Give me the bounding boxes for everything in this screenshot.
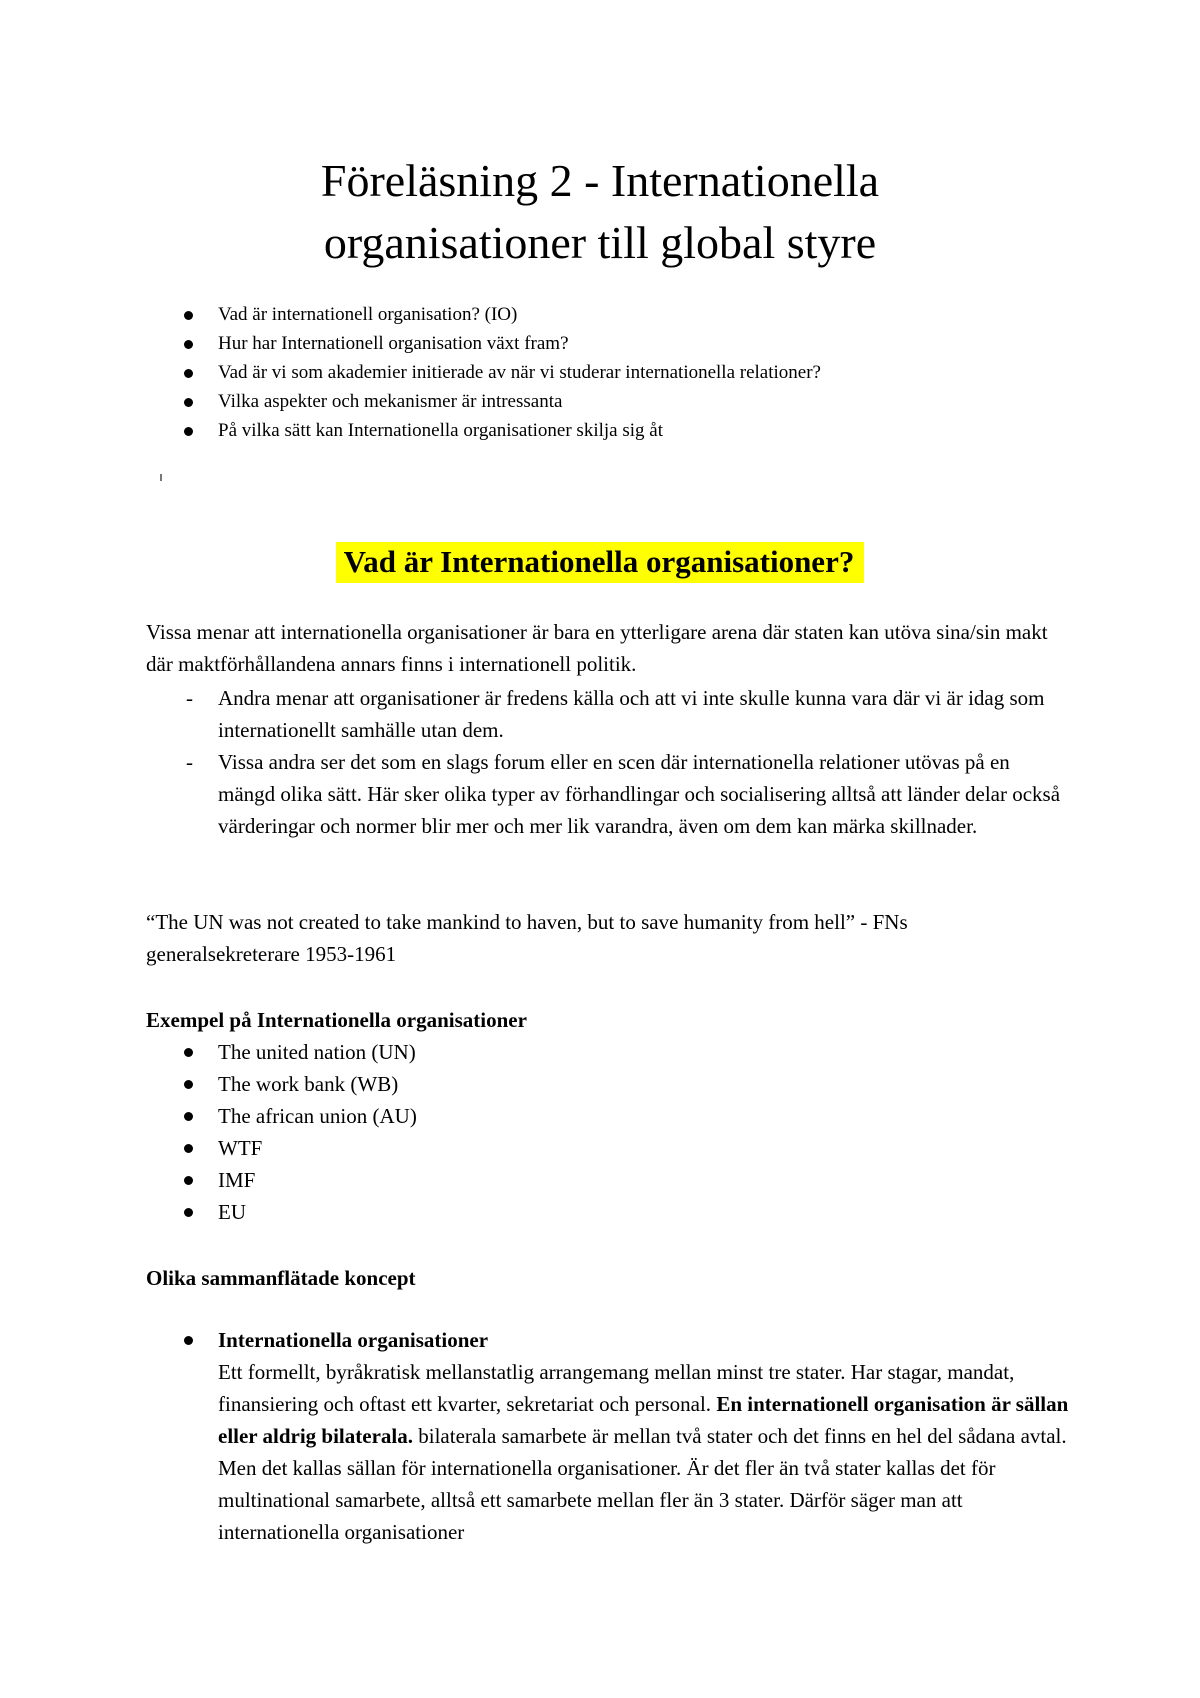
list-item — [180, 1068, 417, 1100]
list-item-text: Hur har Internationell organisation växt fram? — [218, 333, 569, 354]
list-item — [180, 387, 821, 416]
intro-question-list — [180, 300, 821, 445]
page-title — [150, 150, 1050, 274]
list-item-text: WTF — [218, 1136, 263, 1160]
list-item — [180, 358, 821, 387]
list-item — [180, 1324, 1070, 1548]
bullet-icon — [184, 1048, 193, 1057]
title-line-2: organisationer till global styre — [323, 217, 877, 268]
dash-marker: - — [186, 750, 193, 774]
list-item-text: Vissa andra ser det som en slags forum eller en scen där internationella relationer utövas på en mängd olika sätt. Här sker olika typer av förhandlingar och socialisering alltså att länder delar också värderingar och normer blir mer och mer lik varandra, även om dem kan märka skillnader. — [218, 750, 1061, 838]
quote-paragraph: “The UN was not created to take mankind to haven, but to save humanity from hell” - FNs generalsekreterare 1953-1961 — [146, 910, 908, 966]
examples-list — [180, 1036, 417, 1228]
list-item-text: Vilka aspekter och mekanismer är intressanta — [218, 391, 563, 412]
bullet-icon — [184, 1336, 193, 1345]
bullet-icon — [184, 1080, 193, 1089]
bullet-icon — [184, 1144, 193, 1153]
concept-text-part: bilaterala samarbete är mellan två stater och det finns en hel del sådana avtal. Men det kallas sällan för internationella organisationer. Är det fler än två stater kallas det för multinational samarbete, alltså ett samarbete mellan fler än 3 stater. Därför säger man att internationella organisationer — [218, 1424, 1067, 1544]
concept-text-part: Ett formellt, byråkratisk mellanstatlig arrangemang mellan minst tre stater. Har stagar, mandat, finansiering och oftast ett kvarter, sekretariat och personal. — [218, 1360, 1015, 1416]
list-item — [180, 1036, 417, 1068]
bullet-icon — [184, 369, 193, 378]
bullet-icon — [184, 1112, 193, 1121]
list-item — [180, 1164, 417, 1196]
list-item-text: The united nation (UN) — [218, 1040, 416, 1064]
bullet-icon — [184, 398, 193, 407]
list-item — [180, 1196, 417, 1228]
list-item-text: IMF — [218, 1168, 256, 1192]
list-item-text: Andra menar att organisationer är fredens källa och att vi inte skulle kunna vara där vi är idag som internationellt samhälle utan dem. — [218, 686, 1045, 742]
list-item — [146, 746, 1066, 842]
concepts-heading: Olika sammanflätade koncept — [146, 1266, 416, 1290]
list-item-text: På vilka sätt kan Internationella organisationer skilja sig åt — [218, 420, 663, 441]
bullet-icon — [184, 1176, 193, 1185]
list-item-text: Vad är internationell organisation? (IO) — [218, 304, 518, 325]
list-item-text: The african union (AU) — [218, 1104, 417, 1128]
concept-title: Internationella organisationer — [218, 1328, 489, 1352]
bullet-icon — [184, 340, 193, 349]
title-line-1: Föreläsning 2 - Internationella — [320, 155, 880, 206]
section-heading — [0, 540, 1200, 584]
bullet-icon — [184, 427, 193, 436]
bullet-icon — [184, 1208, 193, 1217]
list-item-text: EU — [218, 1200, 246, 1224]
list-item — [180, 416, 821, 445]
concept-text — [218, 1360, 1068, 1544]
list-item — [146, 682, 1066, 746]
list-item — [180, 1100, 417, 1132]
concepts-list — [180, 1324, 1070, 1548]
list-item — [180, 300, 821, 329]
dash-list — [146, 682, 1066, 842]
list-item — [180, 329, 821, 358]
examples-heading: Exempel på Internationella organisationer — [146, 1008, 527, 1032]
dash-marker: - — [186, 686, 193, 710]
list-item-text: The work bank (WB) — [218, 1072, 399, 1096]
intro-paragraph: Vissa menar att internationella organisationer är bara en ytterligare arena där staten kan utöva sina/sin makt där maktförhållandena annars finns i internationell politik. — [146, 620, 1048, 676]
concept-text-bold: En internationell organisation är sällan eller aldrig bilaterala. — [218, 1392, 1069, 1448]
highlighted-heading-text: Vad är Internationella organisationer? — [336, 542, 865, 583]
list-item — [180, 1132, 417, 1164]
stray-mark — [160, 474, 162, 481]
list-item-text: Vad är vi som akademier initierade av när vi studerar internationella relationer? — [218, 362, 821, 383]
bullet-icon — [184, 311, 193, 320]
